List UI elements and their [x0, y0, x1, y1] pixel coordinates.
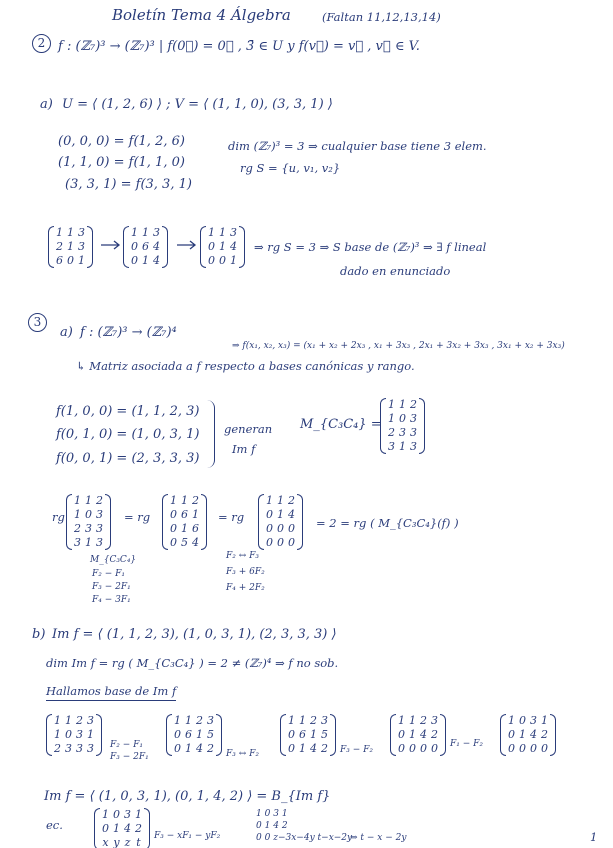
equations-matrix-1: 1 0 3 1 0 1 4 2 x y z t	[94, 808, 150, 848]
ex2-part-a-label: a)	[40, 97, 53, 112]
base-op-2: F₃ − 2F₁	[110, 752, 149, 762]
associated-matrix: 1 1 2 1 0 3 2 3 3 3 1 3	[380, 398, 425, 454]
ex3-part-a-label: a)	[60, 325, 73, 340]
row-op-1: F₂ − F₁	[92, 569, 125, 579]
equations-op: F₃ − xF₁ − yF₂	[154, 831, 221, 841]
ex2-generator-set: rg S = {u, v₁, v₂}	[240, 161, 341, 175]
ex3-image-3: f(0, 0, 1) = (2, 3, 3, 3)	[56, 451, 200, 466]
page-number: 1	[590, 830, 598, 844]
ex2-eq-1: (0, 0, 0) = f(1, 2, 6)	[58, 134, 185, 149]
ex3-part-b-label: b)	[32, 627, 46, 642]
base-matrix-3: 1 1 2 3 0 6 1 5 0 1 4 2	[280, 714, 336, 756]
row-op-3: F₄ − 3F₁	[92, 595, 131, 605]
ex2-eq-2: (1, 1, 0) = f(1, 1, 0)	[58, 155, 185, 170]
ex3-formula: ⇒ f(x₁, x₂, x₃) = (x₁ + x₂ + 2x₃ , x₁ + 3x₃ , 2x₁ + 3x₂ + 3x₃ , 3x₁ + x₂ + 3x₃)	[232, 341, 565, 351]
ex2-matrix-2: 1 1 3 0 6 4 0 1 4	[123, 226, 168, 268]
arrow-icon	[100, 240, 122, 250]
ex3-image-2: f(0, 1, 0) = (1, 0, 3, 1)	[56, 427, 200, 442]
arrow-icon	[176, 240, 198, 250]
base-matrix-5: 1 0 3 1 0 1 4 2 0 0 0 0	[500, 714, 556, 756]
ex2-subspaces: U = ⟨ (1, 2, 6) ⟩ ; V = ⟨ (1, 1, 0), (3, 3, 1) ⟩	[62, 97, 333, 112]
base-op-3: F₃ ↔ F₂	[226, 749, 259, 759]
equations-label: ec.	[46, 818, 63, 832]
exercise-number-2: 2	[32, 34, 51, 53]
base-op-1: F₂ − F₁	[110, 740, 143, 750]
ops-label: M_{C₃C₄}	[90, 555, 137, 565]
ex2-matrix-1: 1 1 3 2 1 3 6 0 1	[48, 226, 93, 268]
ex2-matrix-3: 1 1 3 0 1 4 0 0 1	[200, 226, 245, 268]
ex2-eq-3: (3, 3, 1) = f(3, 3, 1)	[65, 177, 192, 192]
ex2-dimension-note: dim (ℤ₇)³ = 3 ⇒ cualquier base tiene 3 elem.	[228, 139, 487, 153]
generan-label: generan	[224, 422, 273, 436]
base-op-4: F₃ − F₂	[340, 745, 373, 755]
find-base-label: Hallamos base de Im f	[46, 684, 177, 698]
equations-row-1: 1 0 3 1	[256, 809, 288, 819]
rank-label: rg	[52, 510, 65, 524]
rank-eq: = rg	[124, 510, 151, 524]
page-subtitle: (Faltan 11,12,13,14)	[322, 10, 441, 24]
right-brace	[206, 400, 215, 468]
rank-eq-2: = rg	[218, 510, 245, 524]
page-title: Boletín Tema 4 Álgebra	[112, 6, 291, 24]
image-dimension: dim Im f = rg ( M_{C₃C₄} ) = 2 ≠ (ℤ₇)⁴ ⇒ f no sob.	[46, 656, 339, 670]
equations-row-3: 0 0 z−3x−4y t−x−2y	[256, 833, 353, 843]
ex2-conclusion-2: dado en enunciado	[340, 264, 451, 278]
base-matrix-2: 1 1 2 3 0 6 1 5 0 1 4 2	[166, 714, 222, 756]
base-matrix-4: 1 1 2 3 0 1 4 2 0 0 0 0	[390, 714, 446, 756]
imf-label: Im f	[232, 442, 256, 456]
rank-result: = 2 = rg ( M_{C₃C₄}(f) )	[316, 516, 459, 530]
row-op-4: F₂ ↔ F₃	[226, 551, 259, 561]
rank-matrix-1: 1 1 2 1 0 3 2 3 3 3 1 3	[66, 494, 111, 550]
row-op-5: F₃ + 6F₂	[226, 567, 265, 577]
matrix-label: M_{C₃C₄} =	[300, 417, 382, 432]
equations-result: ⇒ t − x − 2y	[350, 833, 407, 843]
ex3-statement: f : (ℤ₇)³ → (ℤ₇)⁴	[80, 325, 177, 340]
underline	[46, 700, 176, 701]
ex2-statement: f : (ℤ₇)³ → (ℤ₇)³ | f(0⃗) = 0⃗ , 3̄ ∈ U y f(v⃗) = v⃗ , v⃗ ∈ V.	[58, 39, 420, 54]
image-span: Im f = ⟨ (1, 1, 2, 3), (1, 0, 3, 1), (2, 3, 3, 3) ⟩	[52, 627, 337, 642]
image-base: Im f = ⟨ (1, 0, 3, 1), (0, 1, 4, 2) ⟩ = B_{Im f}	[44, 789, 331, 804]
row-op-2: F₃ − 2F₁	[92, 582, 131, 592]
row-op-6: F₄ + 2F₂	[226, 583, 265, 593]
exercise-number-3: 3	[28, 313, 47, 332]
ex2-conclusion: ⇒ rg S = 3 ⇒ S base de (ℤ₇)³ ⇒ ∃ f lineal	[254, 240, 487, 254]
base-op-5: F₁ − F₂	[450, 739, 483, 749]
ex3-image-1: f(1, 0, 0) = (1, 1, 2, 3)	[56, 404, 200, 419]
ex3-instruction: ↳ Matriz asociada a f respecto a bases canónicas y rango.	[76, 359, 415, 373]
rank-matrix-2: 1 1 2 0 6 1 0 1 6 0 5 4	[162, 494, 207, 550]
rank-matrix-3: 1 1 2 0 1 4 0 0 0 0 0 0	[258, 494, 303, 550]
base-matrix-1: 1 1 2 3 1 0 3 1 2 3 3 3	[46, 714, 102, 756]
equations-row-2: 0 1 4 2	[256, 821, 288, 831]
